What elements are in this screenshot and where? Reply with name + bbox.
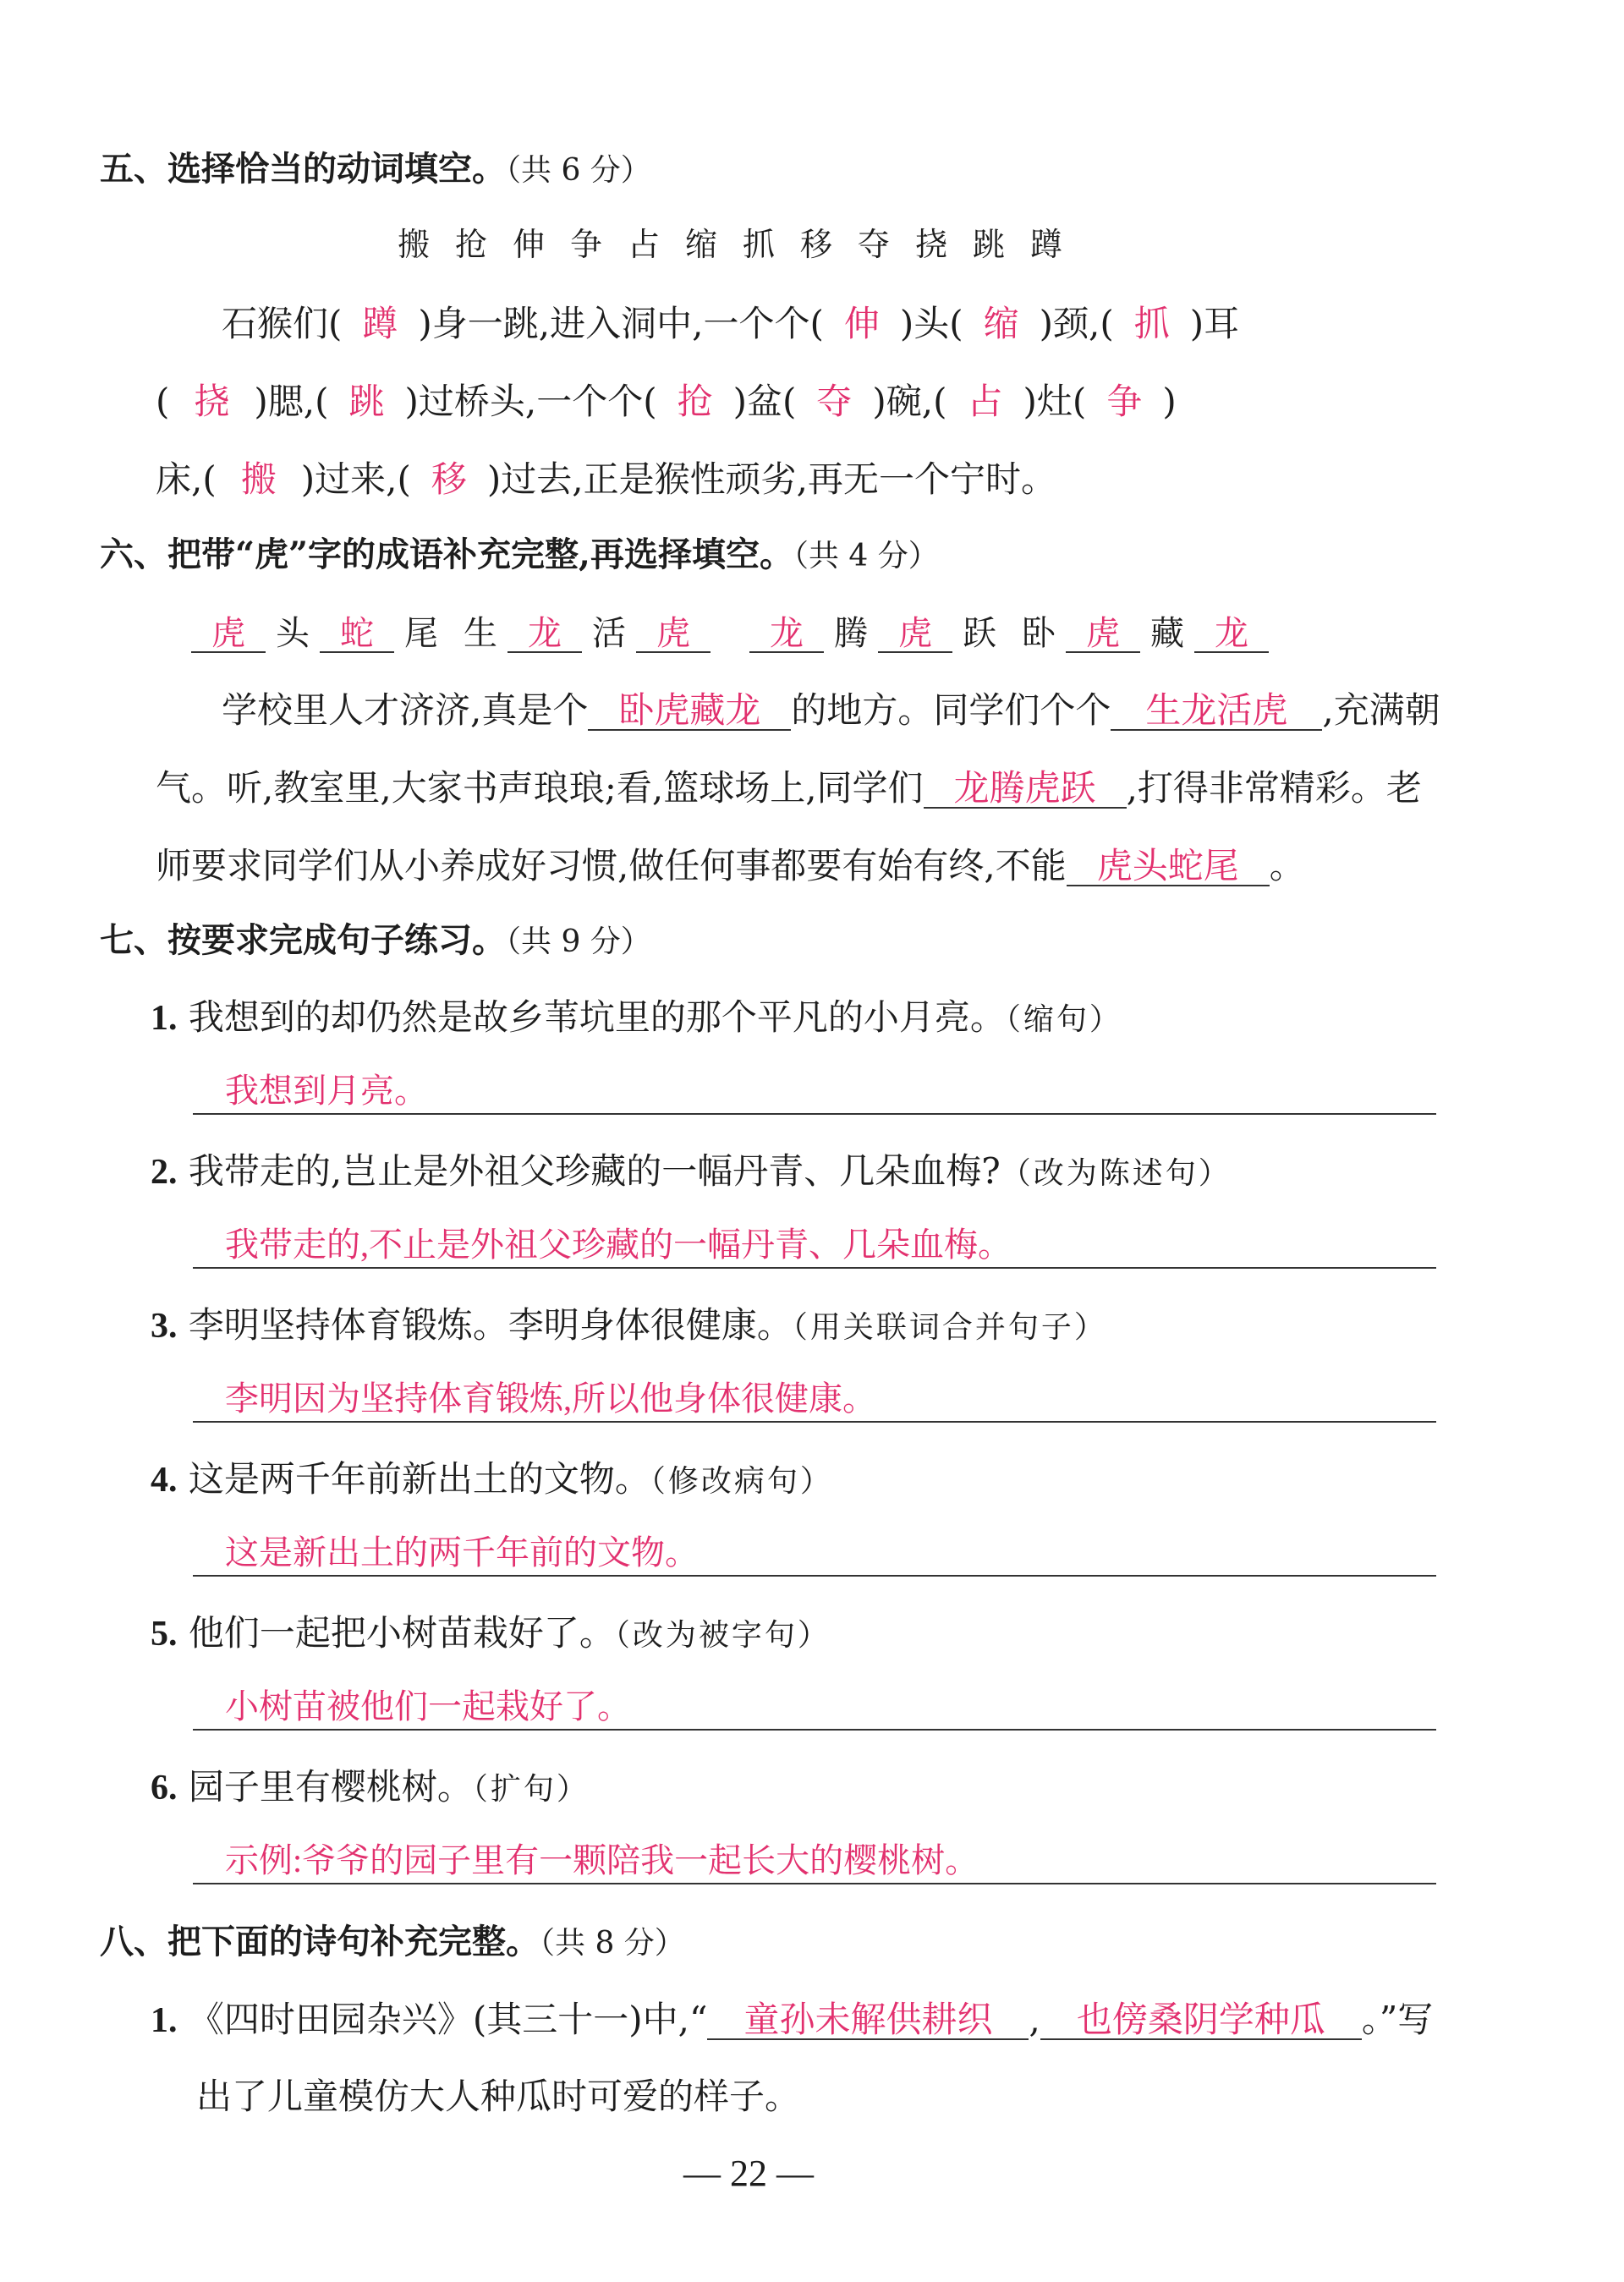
question-text: 李明坚持体育锻炼。李明身体很健康。 <box>188 1304 793 1346</box>
answer-blank[interactable]: 争 <box>1106 381 1143 422</box>
question-instruction: （改为被字句） <box>614 1618 831 1653</box>
section-5-score: （共 6 分） <box>506 153 651 188</box>
question-instruction: （修改病句） <box>650 1464 833 1499</box>
answer-blank[interactable]: 跳 <box>348 381 385 422</box>
idiom-blank[interactable]: 龙 <box>749 616 824 653</box>
text: )过桥头,一个个( <box>404 381 657 422</box>
idiom-char: 卧 <box>1022 614 1056 653</box>
text: )头( <box>899 303 963 344</box>
answer-line-6[interactable]: 示例:爷爷的园子里有一颗陪我一起长大的樱桃树。 <box>193 1837 1436 1884</box>
section-5-title: 五、选择恰当的动词填空。 <box>100 149 506 189</box>
answer-blank[interactable]: 搬 <box>240 458 277 500</box>
question-text: 我带走的,岂止是外祖父珍藏的一幅丹青、几朵血梅? <box>188 1150 1001 1192</box>
text: 。”写 <box>1361 1999 1434 2040</box>
answer-blank[interactable]: 龙腾虎跃 <box>924 770 1127 809</box>
idiom-blank[interactable]: 龙 <box>1194 616 1269 653</box>
idiom-char: 腾 <box>834 614 868 653</box>
idiom-blank[interactable]: 蛇 <box>320 616 394 653</box>
section-6-heading <box>100 535 939 574</box>
poem-question-1-cont: 出了儿童模仿大人种瓜时可爱的样子。 <box>196 2076 801 2117</box>
text: 的地方。同学们个个 <box>791 689 1111 731</box>
question-instruction: （改为陈述句） <box>1000 1156 1232 1191</box>
idiom-blank[interactable]: 虎 <box>191 616 266 653</box>
question-number: 3. <box>151 1307 178 1346</box>
answer-line-5[interactable]: 小树苗被他们一起栽好了。 <box>193 1683 1436 1731</box>
question-3 <box>151 1304 1107 1346</box>
section-7-heading <box>100 920 651 960</box>
section-8-heading <box>100 1922 685 1961</box>
question-number: 1. <box>151 2001 178 2040</box>
question-text: 这是两千年前新出土的文物。 <box>188 1458 650 1500</box>
text: )腮,( <box>254 381 329 422</box>
text: )过去,正是猴性顽劣,再无一个宁时。 <box>486 458 1056 500</box>
section-8-title: 八、把下面的诗句补充完整。 <box>100 1922 540 1961</box>
question-instruction: （缩句） <box>1005 1002 1122 1037</box>
section-6-score: （共 4 分） <box>793 539 939 573</box>
text: )耳 <box>1189 303 1240 344</box>
answer-blank[interactable]: 移 <box>431 458 467 500</box>
answer-blank[interactable]: 抢 <box>677 381 713 422</box>
answer-blank[interactable]: 缩 <box>983 303 1019 344</box>
text: 床,( <box>156 458 217 500</box>
answer-line-1[interactable]: 我想到月亮。 <box>193 1067 1436 1115</box>
section-6-title: 六、把带“虎”字的成语补充完整,再选择填空。 <box>100 535 793 574</box>
poem-question-1 <box>151 2001 1433 2040</box>
question-number: 4. <box>151 1461 178 1500</box>
section-7-score: （共 9 分） <box>506 924 651 959</box>
text: )碗,( <box>872 381 947 422</box>
question-5 <box>151 1612 831 1654</box>
answer-blank[interactable]: 夺 <box>816 381 853 422</box>
idiom-char: 头 <box>276 614 310 653</box>
text: )盆( <box>732 381 797 422</box>
question-text: 他们一起把小树苗栽好了。 <box>188 1612 615 1654</box>
question-number: 5. <box>151 1615 178 1654</box>
idiom-blank[interactable]: 虎 <box>636 616 710 653</box>
section-8-score: （共 8 分） <box>540 1926 685 1961</box>
text: , <box>1029 1999 1040 2040</box>
question-instruction: （扩句） <box>472 1772 590 1807</box>
text: 。 <box>1269 845 1305 886</box>
question-number: 6. <box>151 1769 178 1807</box>
idiom-blank[interactable]: 虎 <box>878 616 952 653</box>
poem-answer-blank[interactable]: 童孙未解供耕织 <box>707 2001 1029 2040</box>
text: 《四时田园杂兴》(其三十一)中,“ <box>188 1999 708 2040</box>
text: )身一跳,进入洞中,一个个( <box>418 303 824 344</box>
question-number: 2. <box>151 1153 178 1192</box>
text: ) <box>1162 381 1177 422</box>
section-5-heading <box>100 149 651 189</box>
fill-line-3 <box>156 458 1056 500</box>
question-2 <box>151 1150 1232 1192</box>
question-instruction: （用关联词合并句子） <box>792 1310 1107 1345</box>
answer-blank[interactable]: 抓 <box>1133 303 1170 344</box>
idiom-blank[interactable]: 龙 <box>508 616 582 653</box>
fill-line-2 <box>156 381 1177 422</box>
question-text: 我想到的却仍然是故乡苇坑里的那个平凡的小月亮。 <box>188 996 1006 1038</box>
word-bank: 搬抢伸争占缩抓移夺挠跳蹲 <box>398 226 1089 263</box>
question-1 <box>151 996 1122 1038</box>
para-line-2 <box>156 767 1422 809</box>
idiom-blank[interactable]: 虎 <box>1066 616 1140 653</box>
answer-blank[interactable]: 挠 <box>194 381 230 422</box>
answer-blank[interactable]: 卧虎藏龙 <box>588 692 791 731</box>
idiom-row <box>191 616 1269 653</box>
para-line-1 <box>222 689 1440 731</box>
question-6 <box>151 1766 590 1807</box>
idiom-char: 生 <box>464 614 497 653</box>
idiom-char: 尾 <box>404 614 438 653</box>
text: )颈,( <box>1039 303 1114 344</box>
para-line-3 <box>156 845 1305 886</box>
text: ,打得非常精彩。老 <box>1126 767 1422 809</box>
text: 师要求同学们从小养成好习惯,做任何事都要有始有终,不能 <box>156 845 1067 886</box>
answer-blank[interactable]: 生龙活虎 <box>1111 692 1322 731</box>
poem-answer-blank[interactable]: 也傍桑阴学种瓜 <box>1040 2001 1362 2040</box>
answer-blank[interactable]: 占 <box>967 381 1003 422</box>
question-4 <box>151 1458 833 1500</box>
answer-line-4[interactable]: 这是新出土的两千年前的文物。 <box>193 1529 1436 1577</box>
idiom-char: 活 <box>592 614 626 653</box>
text: ( <box>156 381 170 422</box>
text: 学校里人才济济,真是个 <box>222 689 589 731</box>
text: 石猴们( <box>222 303 343 344</box>
text: )灶( <box>1023 381 1087 422</box>
answer-blank[interactable]: 伸 <box>843 303 880 344</box>
answer-blank[interactable]: 虎头蛇尾 <box>1067 848 1270 886</box>
text: ,充满朝 <box>1322 689 1440 731</box>
section-7-title: 七、按要求完成句子练习。 <box>100 920 506 960</box>
answer-blank[interactable]: 蹲 <box>362 303 398 344</box>
answer-line-3[interactable]: 李明因为坚持体育锻炼,所以他身体很健康。 <box>193 1375 1436 1423</box>
page-number: — 22 — <box>683 2153 814 2194</box>
question-text: 园子里有樱桃树。 <box>188 1766 473 1807</box>
idiom-char: 跃 <box>963 614 996 653</box>
question-number: 1. <box>151 999 178 1038</box>
text: 气。听,教室里,大家书声琅琅;看,篮球场上,同学们 <box>156 767 924 809</box>
answer-line-2[interactable]: 我带走的,不止是外祖父珍藏的一幅丹青、几朵血梅。 <box>193 1221 1436 1269</box>
text: )过来,( <box>300 458 411 500</box>
fill-line-1 <box>222 303 1240 344</box>
idiom-char: 藏 <box>1150 614 1184 653</box>
